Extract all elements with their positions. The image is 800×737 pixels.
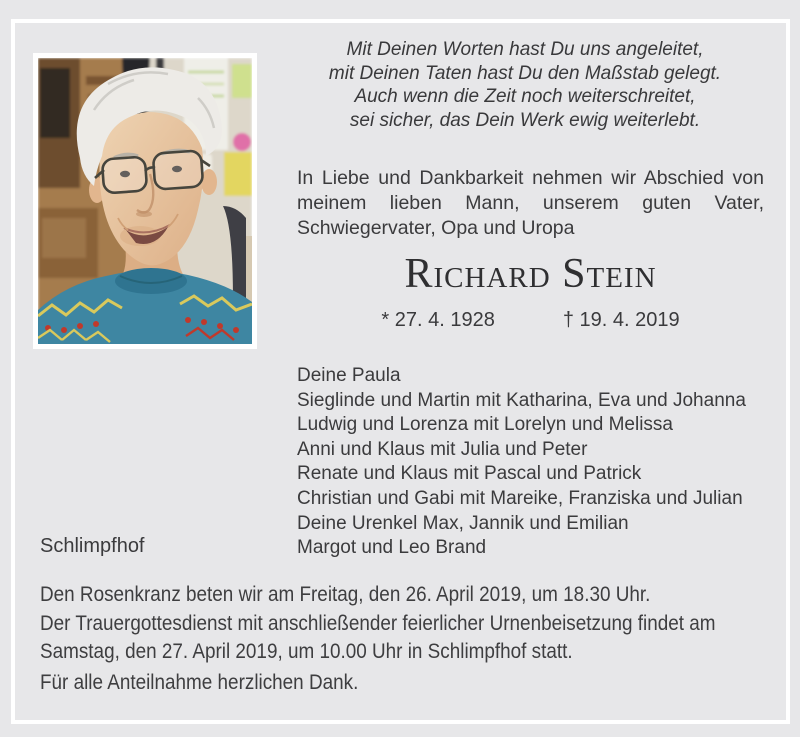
life-dates <box>297 309 764 332</box>
mourner-line: Renate und Klaus mit Pascal und Patrick <box>297 463 642 485</box>
portrait-illustration <box>38 58 252 344</box>
verse-line: mit Deinen Taten hast Du den Maßstab gelegt. <box>328 62 722 84</box>
mourner-line: Christian und Gabi mit Mareike, Franziska und Julian <box>297 487 743 509</box>
mourner-line: Ludwig und Lorenza mit Lorelyn und Melissa <box>297 414 673 436</box>
rosary-announcement: Den Rosenkranz beten wir am Freitag, den 26. April 2019, um 18.30 Uhr. <box>40 583 651 606</box>
birth-date: * 27. 4. 1928 <box>381 309 495 331</box>
verse-line: sei sicher, das Dein Werk ewig weiterlebt. <box>349 109 701 131</box>
mourner-line: Sieglinde und Martin mit Katharina, Eva und Johanna <box>297 389 746 411</box>
verse-line: Mit Deinen Worten hast Du uns angeleitet, <box>346 39 704 60</box>
mourner-line: Margot und Leo Brand <box>297 537 487 559</box>
mourner-line: Deine Paula <box>297 365 401 386</box>
mourner-line: Deine Urenkel Max, Jannik und Emilian <box>297 512 629 534</box>
deceased-photo <box>33 53 257 349</box>
deceased-name: Richard Stein <box>404 251 657 297</box>
service-announcement-line-2: Samstag, den 27. April 2019, um 10.00 Uhr in Schlimpfhof statt. <box>40 640 573 663</box>
thanks-line: Für alle Anteilnahme herzlichen Dank. <box>40 671 359 694</box>
verse-line: Auch wenn die Zeit noch weiterschreitet, <box>354 86 696 107</box>
service-announcement-line-1: Der Trauergottesdienst mit anschließender feierlicher Urnenbeisetzung findet am <box>40 612 716 635</box>
death-date: † 19. 4. 2019 <box>562 309 680 331</box>
place-label: Schlimpfhof <box>40 535 145 557</box>
intro-text: In Liebe und Dankbarkeit nehmen wir Abschied von meinem lieben Mann, unserem guten Vater, Schwiegervater, Opa und Uropa <box>297 167 764 239</box>
mourners-list <box>297 364 777 561</box>
mourner-line: Anni und Klaus mit Julia und Peter <box>297 438 588 460</box>
memorial-verse <box>285 38 765 132</box>
